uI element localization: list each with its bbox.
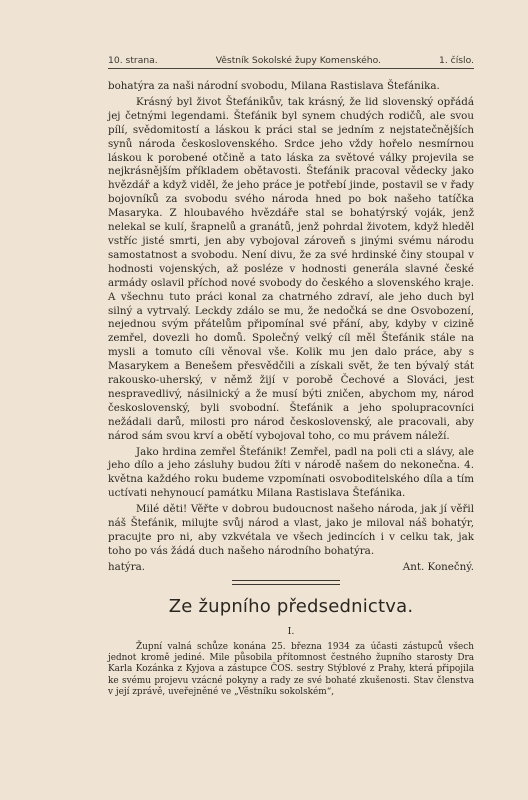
- paragraph: Jako hrdina zemřel Štefánik! Zemřel, padl na poli cti a slávy, ale jeho dílo a jeho zásluhy budou žíti v národě našem do nekonečna. 4. května každého roku budeme vzpomínati osvoboditelského díla a tím uctívati nehynoucí památku Milana Rastislava Štefánika.: [108, 445, 474, 500]
- author-signature: Ant. Konečný.: [402, 560, 474, 573]
- section-paragraph: Župní valná schůze konána 25. března 1934 za účasti zástupců všech jednot kromě jediné. Mile působila přítomnost čestného župního starosty Dra Karla Kozánka z Kyjova a zástupce ČOS. sestry Stýblové z Prahy, která připojila ke svému projevu vzácné pokyny a rady ze své bohaté zkušenosti. Stav členstva v její zprávě, uveřejněné ve „Věstníku sokolském“,: [108, 642, 474, 697]
- paragraph-end: hatýra.: [108, 560, 146, 573]
- section-divider: [232, 580, 340, 585]
- page-number: 10. strana.: [108, 55, 158, 66]
- running-header: [108, 55, 474, 66]
- header-rule: [108, 68, 474, 69]
- paragraph: bohatýra za naši národní svobodu, Milana Rastislava Štefánika.: [108, 80, 440, 92]
- signature-line: [108, 561, 474, 575]
- paragraph: Krásný byl život Štefánikův, tak krásný, že lid slovenský opřádá jej četnými legendami. Štefánik byl synem chudých rodičů, ale svou pílí, svědomitostí a láskou k práci stal se jedním z nejstatečnějších synů národa československého. Srdce jeho vždy hořelo nesmírnou láskou k porobené otčině a tato láska za světové války projevila se nejkrásnějším příkladem obětavosti. Štefánik pracoval vědecky jako hvězdář a když viděl, že jeho práce je potřebí jinde, postavil se v řady bojovníků za svobodu svého národa hned po bok našeho tatíčka Masaryka. Z hloubavého hvězdáře stal se bohatýrský voják, jenž nelekal se kulí, šrapnelů a granátů, jenž pohrdal životem, když hleděl vstříc jisté smrti, jen aby vybojoval zároveň s jinými svému národu samostatnost a svobodu. Není divu, že za své hrdinské činy stoupal v hodnosti vojenských, až posléze v hodnosti generála slavné české armády oslavil příchod nové svobody do českého a slovenského kraje. A všechnu tuto práci konal za chatrného zdraví, ale jeho duch byl silný a vytrvalý. Leckdy zdálo se mu, že nedočká se dne Osvobození, nejednou svým přátelům připomínal své přání, aby, kdyby v cizině zemřel, dovezli ho domů. Společný velký cíl měl Štefánik stále na mysli a tomuto cíli věnoval vše. Kolik mu jen dalo práce, aby s Masarykem a Benešem přesvědčili a získali svět, že ten bývalý stát rakousko-uherský, v němž žijí v porobě Čechové a Slováci, jest nespravedlivý, násilnický a že musí býti zničen, abychom my, národ československý, byli svobodní. Štefánik a jeho spolupracovníci nežádali darů, milosti pro národ československý, ale pracovali, aby národ sám svou krví a obětí vybojoval toho, co mu právem náleží.: [108, 95, 474, 442]
- publication-title: Věstník Sokolské župy Komenského.: [215, 55, 381, 66]
- issue-number: 1. číslo.: [438, 55, 474, 66]
- section-title: Ze župního předsednictva.: [168, 596, 414, 617]
- section-number: I.: [287, 626, 295, 637]
- paragraph: Milé děti! Věřte v dobrou budoucnost našeho národa, jak jí věřil náš Štefánik, milujte svůj národ a vlast, jako je miloval náš bohatýr, pracujte pro ni, aby vzkvétala ve všech jedincích i v celku tak, jak toho po vás žádá duch našeho národního bohatýra.: [108, 503, 474, 557]
- article-body: [108, 80, 474, 575]
